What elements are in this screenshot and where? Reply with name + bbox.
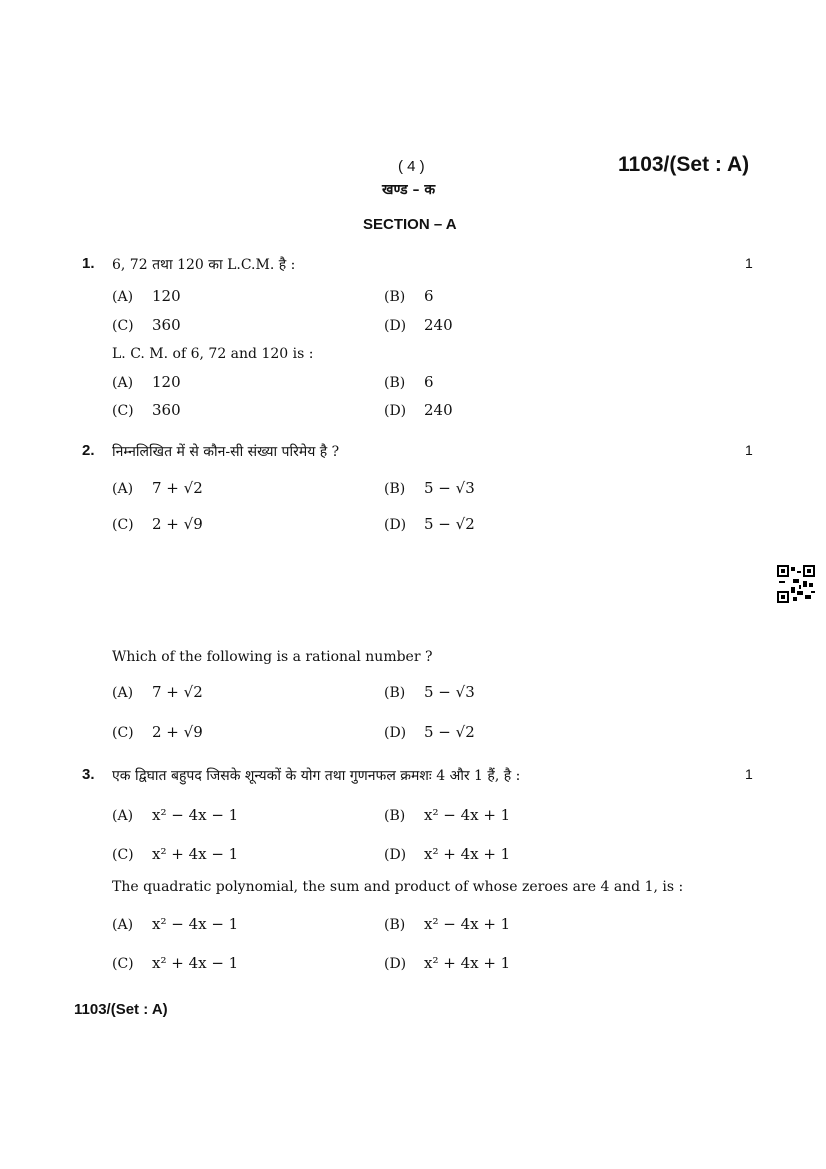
option-value-english: 360 — [152, 401, 181, 419]
section-title-english: SECTION – A — [363, 216, 457, 233]
option-value-english: x² + 4x + 1 — [424, 954, 511, 972]
question-marks: 1 — [745, 766, 753, 782]
option-value-hindi: 240 — [424, 316, 453, 334]
option-label-hindi: (B) — [384, 808, 406, 824]
option-value-english: 5 − √3 — [424, 683, 475, 701]
footer-paper-code: 1103/(Set : A) — [74, 1001, 168, 1018]
option-label-english: (C) — [112, 725, 134, 741]
option-label-hindi: (C) — [112, 847, 134, 863]
option-label-hindi: (D) — [384, 847, 407, 863]
option-value-english: 2 + √9 — [152, 723, 203, 741]
option-label-hindi: (C) — [112, 318, 134, 334]
option-label-english: (A) — [112, 375, 134, 391]
option-label-english: (D) — [384, 956, 407, 972]
option-label-english: (A) — [112, 685, 134, 701]
option-value-hindi: 2 + √9 — [152, 515, 203, 533]
option-label-english: (B) — [384, 685, 406, 701]
option-value-hindi: x² + 4x + 1 — [424, 845, 511, 863]
option-value-hindi: 5 − √3 — [424, 479, 475, 497]
option-label-english: (C) — [112, 956, 134, 972]
option-value-english: x² + 4x − 1 — [152, 954, 239, 972]
option-label-hindi: (A) — [112, 481, 134, 497]
option-value-hindi: x² − 4x − 1 — [152, 806, 239, 824]
section-title-hindi: खण्ड – क — [382, 182, 436, 198]
question-marks: 1 — [745, 442, 753, 458]
option-label-hindi: (D) — [384, 517, 407, 533]
option-value-hindi: 120 — [152, 287, 181, 305]
option-label-hindi: (D) — [384, 318, 407, 334]
option-label-hindi: (A) — [112, 808, 134, 824]
page-number: ( 4 ) — [398, 158, 425, 175]
question-text-english: Which of the following is a rational number ? — [112, 649, 433, 665]
option-value-english: x² − 4x − 1 — [152, 915, 239, 933]
option-label-english: (D) — [384, 403, 407, 419]
option-value-english: 7 + √2 — [152, 683, 203, 701]
option-label-hindi: (A) — [112, 289, 134, 305]
option-value-hindi: 6 — [424, 287, 434, 305]
question-text-hindi: 6, 72 तथा 120 का L.C.M. है : — [112, 257, 296, 273]
option-value-hindi: 5 − √2 — [424, 515, 475, 533]
question-text-english: L. C. M. of 6, 72 and 120 is : — [112, 346, 314, 362]
option-value-hindi: 7 + √2 — [152, 479, 203, 497]
option-value-english: 6 — [424, 373, 434, 391]
option-label-english: (B) — [384, 375, 406, 391]
option-label-hindi: (B) — [384, 481, 406, 497]
option-value-english: 5 − √2 — [424, 723, 475, 741]
question-number: 2. — [82, 442, 95, 459]
option-label-english: (C) — [112, 403, 134, 419]
option-label-english: (B) — [384, 917, 406, 933]
option-value-hindi: x² + 4x − 1 — [152, 845, 239, 863]
option-label-english: (A) — [112, 917, 134, 933]
question-text-hindi: एक द्विघात बहुपद जिसके शून्यकों के योग तथा गुणनफल क्रमशः 4 और 1 हैं, है : — [112, 768, 521, 784]
question-text-hindi: निम्नलिखित में से कौन-सी संख्या परिमेय है ? — [112, 444, 340, 460]
option-value-english: 120 — [152, 373, 181, 391]
paper-code: 1103/(Set : A) — [618, 153, 750, 176]
option-label-hindi: (B) — [384, 289, 406, 305]
question-marks: 1 — [745, 255, 753, 271]
option-value-hindi: 360 — [152, 316, 181, 334]
question-number: 1. — [82, 255, 95, 272]
qr-code-icon — [777, 565, 815, 603]
question-text-english: The quadratic polynomial, the sum and product of whose zeroes are 4 and 1, is : — [112, 879, 684, 895]
option-value-hindi: x² − 4x + 1 — [424, 806, 511, 824]
option-value-english: 240 — [424, 401, 453, 419]
question-number: 3. — [82, 766, 95, 783]
option-label-hindi: (C) — [112, 517, 134, 533]
option-label-english: (D) — [384, 725, 407, 741]
option-value-english: x² − 4x + 1 — [424, 915, 511, 933]
